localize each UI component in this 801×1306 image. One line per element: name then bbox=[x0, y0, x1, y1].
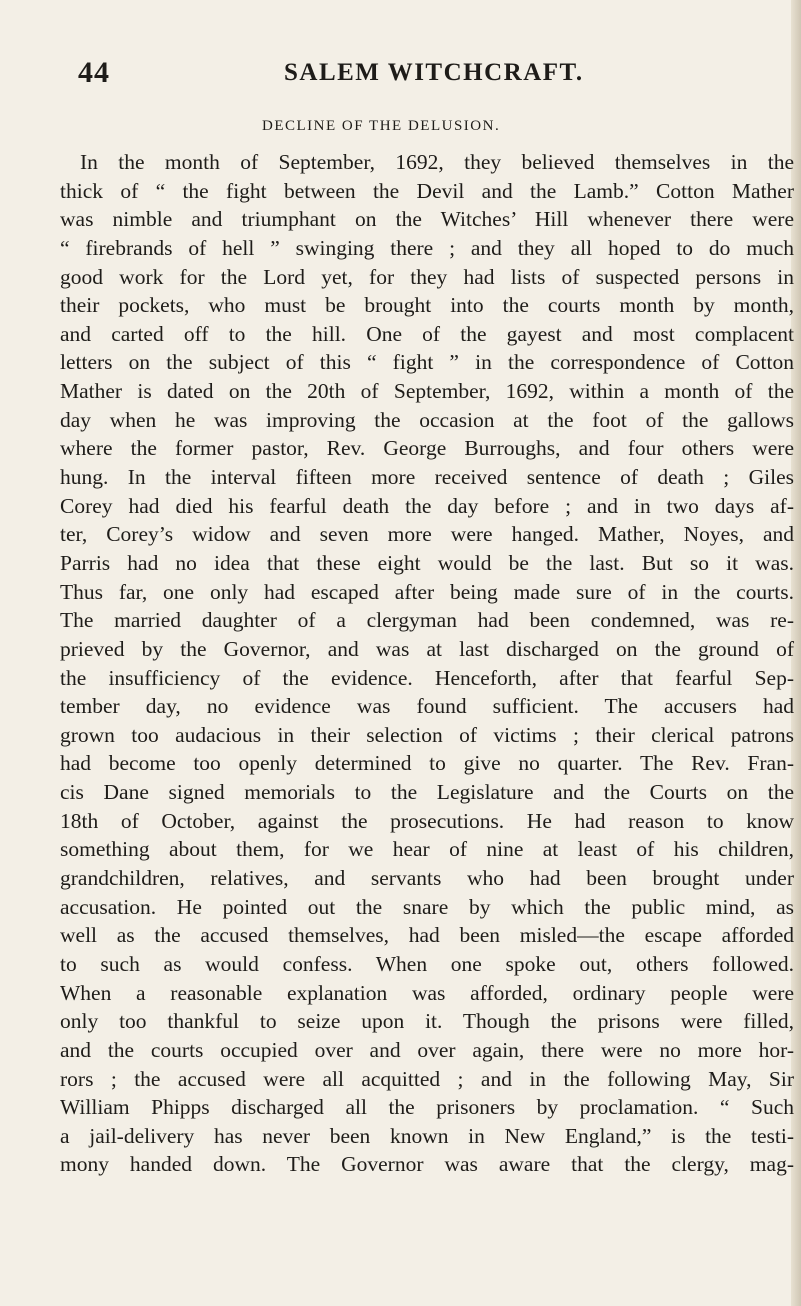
text-line: Mather is dated on the 20th of September, 1692, within a month of the bbox=[60, 379, 794, 404]
text-line: rors ; the accused were all acquitted ; and in the following May, Sir bbox=[60, 1066, 794, 1091]
text-line: to such as would confess. When one spoke out, others followed. bbox=[60, 951, 794, 976]
running-title: SALEM WITCHCRAFT. bbox=[284, 59, 584, 86]
text-line: prieved by the Governor, and was at last discharged on the ground of bbox=[60, 636, 794, 661]
text-line: grandchildren, relatives, and servants who had been brought under bbox=[60, 866, 794, 891]
text-line: 18th of October, against the prosecutions. He had reason to know bbox=[60, 808, 794, 833]
text-line: was nimble and triumphant on the Witches’ Hill whenever there were bbox=[60, 207, 794, 232]
text-line: Thus far, one only had escaped after being made sure of in the courts. bbox=[60, 579, 794, 604]
text-line: The married daughter of a clergyman had been condemned, was re- bbox=[60, 608, 794, 633]
section-heading: DECLINE OF THE DELUSION. bbox=[262, 118, 501, 134]
text-line: and carted off to the hill. One of the gayest and most complacent bbox=[60, 321, 794, 346]
text-line: good work for the Lord yet, for they had lists of suspected persons in bbox=[60, 264, 794, 289]
text-line: day when he was improving the occasion at the foot of the gallows bbox=[60, 407, 794, 432]
text-line: cis Dane signed memorials to the Legislature and the Courts on the bbox=[60, 780, 794, 805]
text-line: Corey had died his fearful death the day before ; and in two days af- bbox=[60, 493, 794, 518]
text-line: William Phipps discharged all the prisoners by proclamation. “ Such bbox=[60, 1095, 794, 1120]
text-line: mony handed down. The Governor was aware that the clergy, mag- bbox=[60, 1152, 794, 1177]
text-line: had become too openly determined to give no quarter. The Rev. Fran- bbox=[60, 751, 794, 776]
text-line: where the former pastor, Rev. George Burroughs, and four others were bbox=[60, 436, 794, 461]
running-head bbox=[78, 56, 768, 92]
text-line: and the courts occupied over and over again, there were no more hor- bbox=[60, 1037, 794, 1062]
text-line: letters on the subject of this “ fight ” in the correspondence of Cotton bbox=[60, 350, 794, 375]
body-paragraph bbox=[60, 148, 794, 1179]
text-line: the insufficiency of the evidence. Henceforth, after that fearful Sep- bbox=[60, 665, 794, 690]
text-line: well as the accused themselves, had been misled—the escape afforded bbox=[60, 923, 794, 948]
text-line: “ firebrands of hell ” swinging there ; and they all hoped to do much bbox=[60, 235, 794, 260]
text-line: When a reasonable explanation was afforded, ordinary people were bbox=[60, 980, 794, 1005]
text-line: Parris had no idea that these eight would be the last. But so it was. bbox=[60, 550, 794, 575]
text-line: In the month of September, 1692, they believed themselves in the bbox=[80, 150, 794, 174]
text-line: grown too audacious in their selection of victims ; their clerical patrons bbox=[60, 722, 794, 747]
text-line: something about them, for we hear of nine at least of his children, bbox=[60, 837, 794, 862]
page-number: 44 bbox=[78, 56, 110, 89]
text-line: thick of “ the fight between the Devil and the Lamb.” Cotton Mather bbox=[60, 178, 794, 203]
text-line: a jail-delivery has never been known in New England,” is the testi- bbox=[60, 1123, 794, 1148]
text-line: ter, Corey’s widow and seven more were hanged. Mather, Noyes, and bbox=[60, 522, 794, 547]
text-line: tember day, no evidence was found sufficient. The accusers had bbox=[60, 694, 794, 719]
text-line: only too thankful to seize upon it. Though the prisons were filled, bbox=[60, 1009, 794, 1034]
text-line: hung. In the interval fifteen more received sentence of death ; Giles bbox=[60, 465, 794, 490]
text-line: accusation. He pointed out the snare by which the public mind, as bbox=[60, 894, 794, 919]
text-line: their pockets, who must be brought into the courts month by month, bbox=[60, 293, 794, 318]
